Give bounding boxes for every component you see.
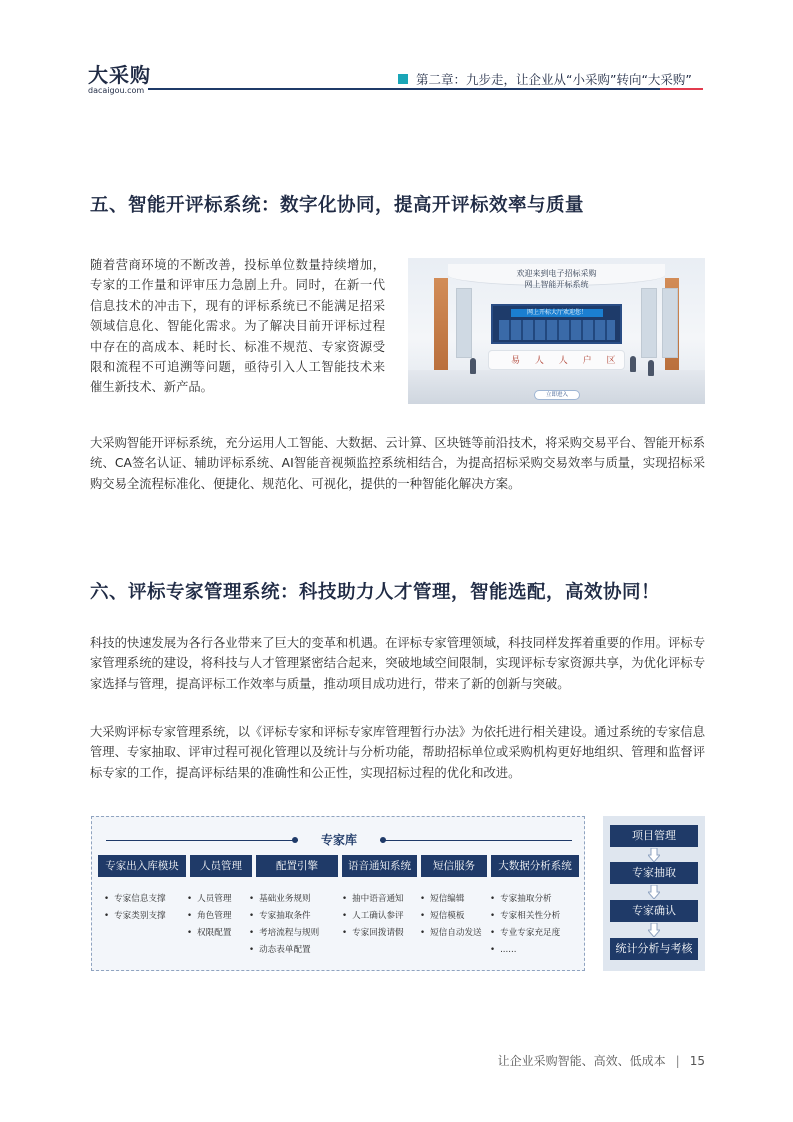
hall-wall-text-1: 欢迎来到电子招标采购 <box>516 269 597 278</box>
flow-step: 项目管理 <box>610 825 698 847</box>
section5-body-paragraph: 大采购智能开评标系统，充分运用人工智能、大数据、云计算、区块链等前沿技术，将采购交易平台、智能开标系统、CA签名认证、辅助评标系统、AI智能音视频监控系统相结合，为提高招标采购交易效率与质量，实现招标采购交易全流程标准化、便捷化、规范化、可视化，提供的一种智能化解决方案。 <box>90 436 705 491</box>
down-arrow-icon <box>648 885 660 899</box>
module-item: • 专业专家充足度 <box>490 925 560 942</box>
header-divider <box>148 88 703 90</box>
section5-intro-paragraph: 随着营商环境的不断改善，投标单位数量持续增加，专家的工作量和评审压力急剧上升。同时，在新一代信息技术的冲击下，现有的评标系统已不能满足招采领域信息化、智能化需求。为了解决目前开评标过程中存在的高成本、耗时长、标准不规范、专家资源受限和流程不可追溯等问题，亟待引入人工智能技术来催生新技术、新产品。 <box>90 258 385 395</box>
module-item: • 短信模板 <box>420 908 482 925</box>
chapter-title <box>398 70 692 88</box>
module-item: • 人员管理 <box>187 891 231 908</box>
module-item: • 专家类别支撑 <box>104 908 166 925</box>
hall-person <box>648 360 654 376</box>
page-number: 15 <box>689 1053 705 1068</box>
module-item: • 专家抽取分析 <box>490 891 560 908</box>
module-item-list <box>342 891 404 942</box>
flow-step: 专家抽取 <box>610 862 698 884</box>
page-footer <box>498 1052 705 1069</box>
module-header: 语音通知系统 <box>342 855 417 877</box>
section-heading-6: 六、评标专家管理系统：科技助力人才管理，智能选配，高效协同！ <box>90 582 661 603</box>
hall-screen-grid <box>499 320 615 340</box>
hall-window <box>641 288 657 358</box>
module-header: 专家出入库模块 <box>98 855 186 877</box>
section6-paragraph-1: 科技的快速发展为各行各业带来了巨大的变革和机遇。在评标专家管理领域，科技同样发挥着重要的作用。评标专家管理系统的建设，将科技与人才管理紧密结合起来，突破地域空间限制，实现评标专家资源共享，为优化评标专家选择与管理，提高评标工作效率与质量，推动项目成功进行，带来了新的创新与突破。 <box>90 636 705 691</box>
logo-domain: dacaigou.com <box>88 86 145 95</box>
module-item: • 短信编辑 <box>420 891 482 908</box>
hall-desk-lettering: 易 人 人 户 区 <box>511 356 622 366</box>
module-header: 大数据分析系统 <box>491 855 579 877</box>
process-flow <box>603 816 705 971</box>
flow-step: 统计分析与考核 <box>610 938 698 960</box>
module-item-list <box>490 891 560 959</box>
expert-database-diagram <box>91 816 585 971</box>
diagram-title: 专家库 <box>320 833 357 847</box>
title-rule-right <box>380 840 572 841</box>
hall-reception-desk <box>488 350 625 370</box>
hall-person <box>630 356 636 372</box>
hall-screen-banner: 网上开标大厅欢迎您！ <box>511 309 603 317</box>
module-item: • 动态表单配置 <box>249 942 319 959</box>
module-item: • 短信自动发送 <box>420 925 482 942</box>
hall-screen <box>491 304 622 344</box>
hall-wall-text-2: 网上智能开标系统 <box>524 280 589 289</box>
module-header: 短信服务 <box>421 855 487 877</box>
logo-wordmark: 大采购 <box>88 63 151 87</box>
flow-step: 专家确认 <box>610 900 698 922</box>
module-item-list <box>420 891 482 942</box>
header-divider-accent <box>660 88 703 90</box>
module-item: • ...... <box>490 942 560 959</box>
module-item-list <box>187 891 231 942</box>
module-item: • 权限配置 <box>187 925 231 942</box>
logo <box>88 64 151 96</box>
module-header: 人员管理 <box>190 855 252 877</box>
module-item: • 考培流程与规则 <box>249 925 319 942</box>
module-item-list <box>104 891 166 925</box>
chapter-title-text: 第二章：九步走，让企业从“小采购”转向“大采购” <box>416 72 692 87</box>
module-item: • 专家抽取条件 <box>249 908 319 925</box>
hall-enter-button: 立即进入 <box>534 390 580 400</box>
down-arrow-icon <box>648 848 660 862</box>
module-item: • 人工确认参评 <box>342 908 404 925</box>
down-arrow-icon <box>648 923 660 937</box>
module-item-list <box>249 891 319 959</box>
module-item: • 专家相关性分析 <box>490 908 560 925</box>
module-item: • 角色管理 <box>187 908 231 925</box>
footer-slogan: 让企业采购智能、高效、低成本 <box>497 1054 666 1068</box>
hall-person <box>470 358 476 374</box>
module-item: • 抽中语音通知 <box>342 891 404 908</box>
section-heading-5: 五、智能开评标系统：数字化协同，提高开评标效率与质量 <box>90 195 585 216</box>
square-bullet-icon <box>398 74 408 84</box>
section6-paragraph-2: 大采购评标专家管理系统，以《评标专家和评标专家库管理暂行办法》为依托进行相关建设。通过系统的专家信息管理、专家抽取、评审过程可视化管理以及统计与分析功能，帮助招标单位或采购机构更好地组织、管理和监督评标专家的工作，提高评标结果的准确性和公正性，实现招标过程的优化和改进。 <box>90 725 705 780</box>
page-header <box>0 0 793 100</box>
hall-window <box>662 288 678 358</box>
footer-separator: | <box>675 1053 680 1068</box>
module-item: • 专家信息支撑 <box>104 891 166 908</box>
module-header: 配置引擎 <box>256 855 338 877</box>
hall-window <box>456 288 472 358</box>
bidding-hall-image <box>408 258 705 404</box>
module-item: • 专家回拨请假 <box>342 925 404 942</box>
module-item: • 基础业务规则 <box>249 891 319 908</box>
